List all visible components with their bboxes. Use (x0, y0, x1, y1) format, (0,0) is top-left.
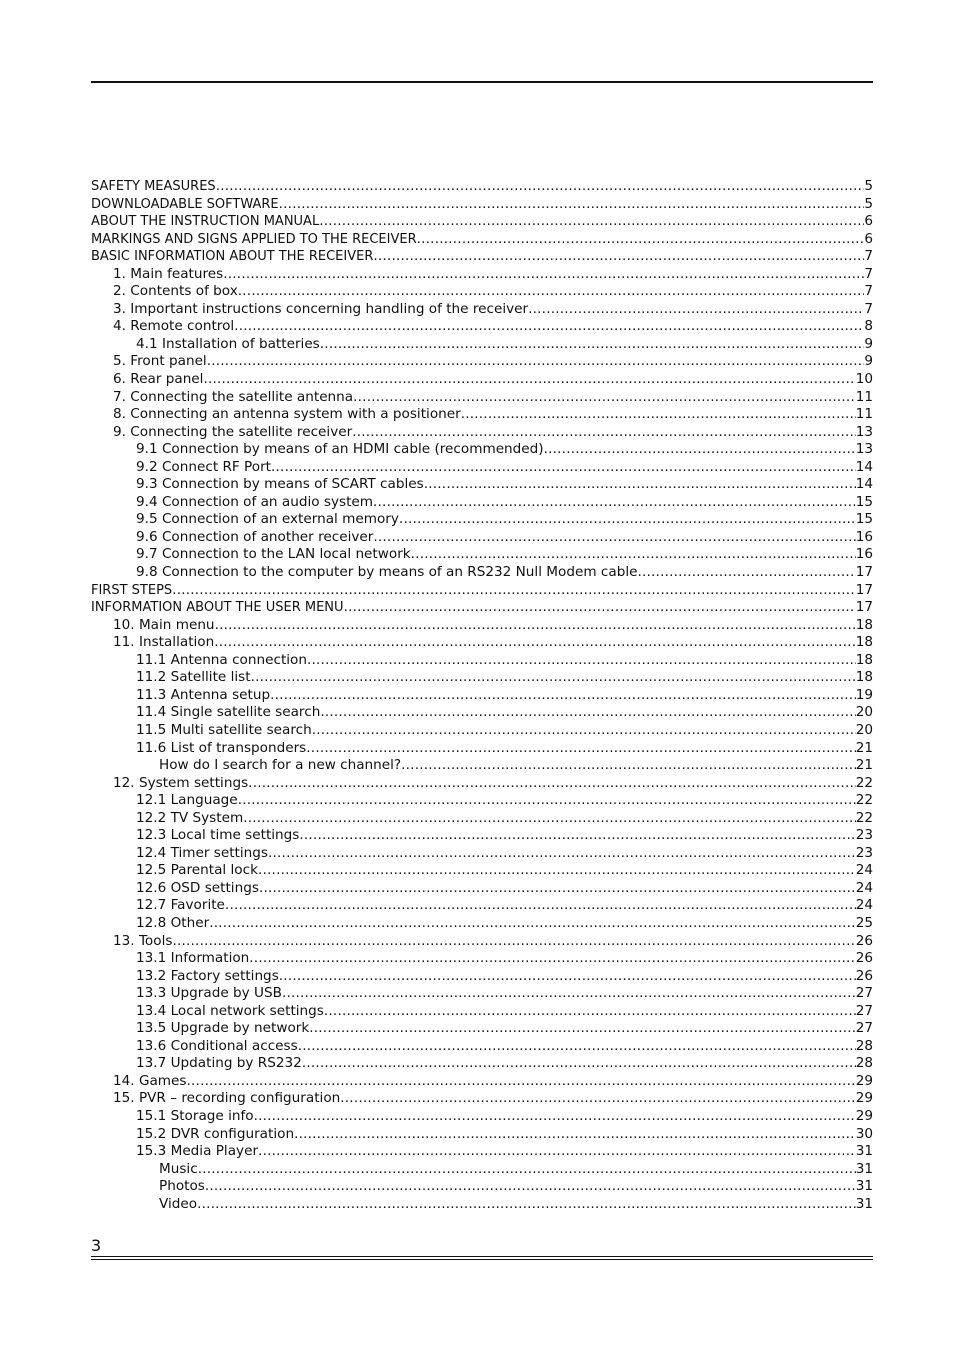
toc-entry-title: 15.3 Media Player (136, 1143, 259, 1160)
toc-entry[interactable] (91, 810, 873, 828)
toc-entry-page: 9 (864, 353, 873, 370)
toc-entry[interactable] (91, 827, 873, 845)
toc-entry-title: 13.1 Information (136, 950, 250, 967)
toc-entry[interactable] (91, 1003, 873, 1021)
toc-entry-page: 29 (855, 1107, 873, 1124)
toc-entry[interactable] (91, 231, 873, 249)
toc-dot-leader (344, 599, 856, 617)
toc-entry[interactable] (91, 1038, 873, 1056)
toc-entry[interactable] (91, 564, 873, 582)
toc-dot-leader (299, 827, 855, 845)
toc-dot-leader (298, 1038, 856, 1056)
toc-entry[interactable] (91, 1055, 873, 1073)
toc-entry[interactable] (91, 266, 873, 284)
toc-entry-title: 11.1 Antenna connection (136, 651, 307, 668)
toc-entry[interactable] (91, 459, 873, 477)
toc-dot-leader (353, 389, 856, 407)
header-rule (91, 81, 873, 83)
toc-entry-page: 9 (864, 335, 873, 352)
toc-entry[interactable] (91, 318, 873, 336)
toc-entry-page: 17 (855, 581, 873, 598)
toc-entry-title: 13. Tools (113, 932, 173, 949)
toc-entry-page: 27 (855, 1002, 873, 1019)
toc-dot-leader (637, 564, 855, 582)
toc-entry[interactable] (91, 494, 873, 512)
toc-entry[interactable] (91, 546, 873, 564)
toc-dot-leader (203, 371, 855, 389)
toc-entry[interactable] (91, 336, 873, 354)
toc-dot-leader (205, 1178, 856, 1196)
toc-dot-leader (309, 1020, 855, 1038)
toc-entry-title: 13.5 Upgrade by network (136, 1020, 310, 1037)
toc-dot-leader (259, 880, 856, 898)
toc-dot-leader (312, 722, 856, 740)
toc-dot-leader (251, 669, 856, 687)
toc-entry-page: 10 (855, 371, 873, 388)
toc-entry-page: 27 (855, 1020, 873, 1037)
toc-dot-leader (207, 353, 865, 371)
toc-entry[interactable] (91, 1143, 873, 1161)
toc-entry[interactable] (91, 915, 873, 933)
toc-entry-title: 1. Main features (113, 265, 224, 282)
toc-entry-title: 13.3 Upgrade by USB (136, 985, 282, 1002)
toc-entry-page: 31 (855, 1143, 873, 1160)
toc-entry-page: 26 (855, 932, 873, 949)
toc-entry-title: MARKINGS AND SIGNS APPLIED TO THE RECEIVER (91, 231, 417, 247)
toc-entry[interactable] (91, 406, 873, 424)
toc-entry[interactable] (91, 301, 873, 319)
toc-entry[interactable] (91, 1178, 873, 1196)
toc-dot-leader (197, 1196, 856, 1214)
toc-entry[interactable] (91, 582, 873, 600)
toc-entry-title: 11.5 Multi satellite search (136, 721, 312, 738)
toc-entry[interactable] (91, 1090, 873, 1108)
toc-dot-leader (279, 968, 856, 986)
toc-entry-page: 31 (855, 1160, 873, 1177)
toc-dot-leader (254, 1108, 856, 1126)
toc-entry-page: 7 (864, 248, 873, 265)
toc-entry-page: 7 (864, 283, 873, 300)
toc-entry-title: 9.4 Connection of an audio system (136, 493, 374, 510)
toc-entry-page: 7 (864, 300, 873, 317)
toc-entry-title: 12.4 Timer settings (136, 844, 268, 861)
toc-dot-leader (282, 985, 856, 1003)
toc-entry[interactable] (91, 775, 873, 793)
toc-entry-page: 24 (855, 897, 873, 914)
toc-entry[interactable] (91, 441, 873, 459)
toc-dot-leader (216, 178, 865, 196)
toc-entry-title: 12.2 TV System (136, 809, 244, 826)
toc-entry-title: 11.6 List of transponders (136, 739, 307, 756)
toc-entry-page: 22 (855, 809, 873, 826)
toc-entry-title: DOWNLOADABLE SOFTWARE (91, 196, 279, 212)
toc-dot-leader (324, 1003, 856, 1021)
toc-dot-leader (243, 810, 855, 828)
toc-entry-page: 25 (855, 914, 873, 931)
toc-dot-leader (373, 529, 855, 547)
toc-entry-page: 18 (855, 634, 873, 651)
toc-entry[interactable] (91, 792, 873, 810)
toc-entry-page: 17 (855, 564, 873, 581)
toc-entry-page: 23 (855, 844, 873, 861)
toc-entry-title: 15.1 Storage info (136, 1107, 254, 1124)
toc-entry[interactable] (91, 476, 873, 494)
toc-entry-title: 12.6 OSD settings (136, 879, 259, 896)
toc-entry-page: 14 (855, 476, 873, 493)
toc-entry-title: SAFETY MEASURES (91, 179, 216, 194)
toc-dot-leader (215, 617, 856, 635)
toc-entry[interactable] (91, 196, 873, 214)
toc-entry-title: 14. Games (113, 1072, 187, 1089)
toc-entry-page: 6 (864, 230, 873, 247)
toc-entry-page: 21 (855, 739, 873, 756)
toc-dot-leader (528, 301, 864, 319)
toc-dot-leader (544, 441, 856, 459)
toc-entry-page: 26 (855, 967, 873, 984)
toc-entry[interactable] (91, 248, 873, 266)
toc-entry-page: 24 (855, 879, 873, 896)
toc-entry[interactable] (91, 283, 873, 301)
toc-entry-page: 22 (855, 792, 873, 809)
toc-entry[interactable] (91, 669, 873, 687)
toc-entry[interactable] (91, 178, 873, 196)
toc-dot-leader (248, 775, 856, 793)
toc-entry-title: 3. Important instructions concerning handling of the receiver (113, 300, 529, 317)
toc-entry[interactable] (91, 634, 873, 652)
toc-dot-leader (461, 406, 856, 424)
toc-entry[interactable] (91, 1196, 873, 1214)
toc-entry[interactable] (91, 757, 873, 775)
toc-entry-title: Photos (159, 1178, 205, 1195)
toc-dot-leader (352, 424, 856, 442)
toc-entry-title: 12.5 Parental lock (136, 862, 258, 879)
toc-entry-title: 11.3 Antenna setup (136, 686, 271, 703)
toc-dot-leader (319, 213, 864, 231)
toc-entry[interactable] (91, 599, 873, 617)
toc-entry[interactable] (91, 897, 873, 915)
toc-entry[interactable] (91, 511, 873, 529)
toc-entry[interactable] (91, 985, 873, 1003)
toc-entry-page: 15 (855, 493, 873, 510)
toc-entry[interactable] (91, 371, 873, 389)
toc-dot-leader (294, 1126, 856, 1144)
toc-entry-title: 9.5 Connection of an external memory (136, 511, 399, 528)
toc-entry-page: 11 (855, 406, 873, 423)
toc-entry-page: 5 (864, 195, 873, 212)
toc-dot-leader (249, 950, 855, 968)
toc-entry-page: 18 (855, 669, 873, 686)
toc-dot-leader (225, 897, 856, 915)
toc-entry[interactable] (91, 213, 873, 231)
toc-entry-page: 26 (855, 950, 873, 967)
toc-entry-page: 24 (855, 862, 873, 879)
toc-entry-page: 31 (855, 1195, 873, 1212)
toc-entry-title: 13.6 Conditional access (136, 1037, 298, 1054)
toc-entry-title: 9.3 Connection by means of SCART cables (136, 476, 424, 493)
toc-entry[interactable] (91, 950, 873, 968)
toc-entry-title: 9.6 Connection of another receiver (136, 528, 374, 545)
toc-dot-leader (399, 511, 856, 529)
footer-rule-secondary (91, 1259, 873, 1260)
toc-dot-leader (401, 757, 856, 775)
toc-entry[interactable] (91, 968, 873, 986)
table-of-contents (91, 178, 873, 1213)
toc-entry-page: 14 (855, 458, 873, 475)
toc-entry[interactable] (91, 529, 873, 547)
toc-entry[interactable] (91, 862, 873, 880)
toc-entry[interactable] (91, 652, 873, 670)
toc-entry-page: 23 (855, 827, 873, 844)
toc-entry-title: 7. Connecting the satellite antenna (113, 388, 354, 405)
toc-dot-leader (238, 283, 865, 301)
toc-dot-leader (258, 1143, 856, 1161)
toc-entry-title: 4. Remote control (113, 318, 235, 335)
toc-entry[interactable] (91, 424, 873, 442)
toc-dot-leader (234, 318, 864, 336)
toc-entry[interactable] (91, 389, 873, 407)
toc-dot-leader (373, 494, 856, 512)
toc-dot-leader (268, 845, 856, 863)
toc-dot-leader (373, 248, 864, 266)
toc-entry-title: 13.7 Updating by RS232 (136, 1055, 302, 1072)
toc-entry[interactable] (91, 704, 873, 722)
toc-entry-page: 16 (855, 546, 873, 563)
toc-entry-page: 5 (864, 178, 873, 194)
toc-entry-title: 9.1 Connection by means of an HDMI cable (recommended) (136, 441, 544, 458)
toc-dot-leader (302, 1055, 856, 1073)
toc-entry-title: 9.8 Connection to the computer by means of an RS232 Null Modem cable (136, 564, 638, 581)
toc-dot-leader (258, 862, 856, 880)
toc-entry-page: 28 (855, 1037, 873, 1054)
toc-entry-title: 12. System settings (113, 774, 249, 791)
toc-entry-page: 13 (855, 441, 873, 458)
toc-entry-title: Video (159, 1195, 198, 1212)
toc-entry-page: 16 (855, 528, 873, 545)
toc-entry[interactable] (91, 933, 873, 951)
toc-entry-page: 18 (855, 651, 873, 668)
toc-dot-leader (307, 652, 856, 670)
toc-entry-title: 15. PVR – recording configuration (113, 1090, 341, 1107)
toc-dot-leader (417, 231, 865, 249)
toc-dot-leader (270, 687, 856, 705)
toc-dot-leader (238, 792, 856, 810)
toc-entry-page: 19 (855, 686, 873, 703)
toc-entry-title: 15.2 DVR configuration (136, 1125, 295, 1142)
toc-entry[interactable] (91, 1073, 873, 1091)
toc-entry[interactable] (91, 1126, 873, 1144)
toc-entry[interactable] (91, 353, 873, 371)
toc-entry-title: 8. Connecting an antenna system with a positioner (113, 406, 461, 423)
toc-dot-leader (271, 459, 856, 477)
toc-entry-page: 21 (855, 757, 873, 774)
toc-entry[interactable] (91, 722, 873, 740)
toc-entry-title: 11. Installation (113, 634, 215, 651)
toc-entry-page: 29 (855, 1072, 873, 1089)
toc-entry-title: ABOUT THE INSTRUCTION MANUAL (91, 214, 320, 230)
toc-entry-page: 29 (855, 1090, 873, 1107)
toc-entry-title: 12.7 Favorite (136, 897, 225, 914)
toc-dot-leader (424, 476, 856, 494)
toc-entry-page: 11 (855, 388, 873, 405)
toc-entry-page: 27 (855, 985, 873, 1002)
toc-dot-leader (279, 196, 865, 214)
toc-entry[interactable] (91, 1020, 873, 1038)
toc-entry-title: Music (159, 1160, 198, 1177)
toc-entry-title: 9. Connecting the satellite receiver (113, 423, 353, 440)
toc-dot-leader (172, 933, 855, 951)
toc-entry-title: 10. Main menu (113, 616, 215, 633)
toc-entry-title: 9.2 Connect RF Port (136, 458, 272, 475)
toc-entry-page: 7 (864, 265, 873, 282)
toc-entry[interactable] (91, 1108, 873, 1126)
toc-dot-leader (209, 915, 856, 933)
toc-entry[interactable] (91, 617, 873, 635)
toc-dot-leader (306, 740, 855, 758)
toc-entry-page: 15 (855, 511, 873, 528)
toc-entry-page: 8 (864, 318, 873, 335)
toc-entry-page: 20 (855, 721, 873, 738)
toc-entry-title: 11.2 Satellite list (136, 669, 251, 686)
toc-entry-title: How do I search for a new channel? (159, 757, 402, 774)
toc-entry-page: 30 (855, 1125, 873, 1142)
toc-entry-page: 18 (855, 616, 873, 633)
toc-dot-leader (172, 582, 856, 600)
toc-dot-leader (187, 1073, 856, 1091)
toc-entry-page: 22 (855, 774, 873, 791)
toc-entry-title: 12.8 Other (136, 914, 210, 931)
toc-entry-title: BASIC INFORMATION ABOUT THE RECEIVER (91, 249, 374, 265)
toc-entry-title: 4.1 Installation of batteries (136, 335, 320, 352)
toc-dot-leader (214, 634, 855, 652)
toc-entry-title: 12.1 Language (136, 792, 238, 809)
toc-entry-title: INFORMATION ABOUT THE USER MENU (91, 600, 344, 616)
toc-entry-page: 13 (855, 423, 873, 440)
toc-entry-title: 11.4 Single satellite search (136, 704, 321, 721)
toc-entry-page: 20 (855, 704, 873, 721)
toc-entry-title: 13.2 Factory settings (136, 967, 279, 984)
toc-dot-leader (198, 1161, 856, 1179)
toc-entry-title: 12.3 Local time settings (136, 827, 300, 844)
footer-rule (91, 1256, 873, 1257)
toc-entry-page: 28 (855, 1055, 873, 1072)
toc-entry-title: 5. Front panel (113, 353, 207, 370)
toc-dot-leader (411, 546, 856, 564)
toc-entry-title: 13.4 Local network settings (136, 1002, 324, 1019)
toc-entry-title: 6. Rear panel (113, 371, 204, 388)
page-number: 3 (91, 1236, 102, 1255)
toc-entry-title: 9.7 Connection to the LAN local network (136, 546, 411, 563)
toc-dot-leader (340, 1090, 855, 1108)
toc-dot-leader (320, 704, 855, 722)
toc-entry[interactable] (91, 1161, 873, 1179)
toc-dot-leader (320, 336, 865, 354)
toc-dot-leader (223, 266, 864, 284)
toc-entry[interactable] (91, 845, 873, 863)
toc-entry[interactable] (91, 687, 873, 705)
toc-entry-title: FIRST STEPS (91, 582, 173, 598)
toc-entry[interactable] (91, 740, 873, 758)
toc-entry-page: 6 (864, 213, 873, 230)
toc-entry[interactable] (91, 880, 873, 898)
toc-entry-page: 31 (855, 1178, 873, 1195)
toc-entry-page: 17 (855, 599, 873, 616)
toc-entry-title: 2. Contents of box (113, 283, 238, 300)
